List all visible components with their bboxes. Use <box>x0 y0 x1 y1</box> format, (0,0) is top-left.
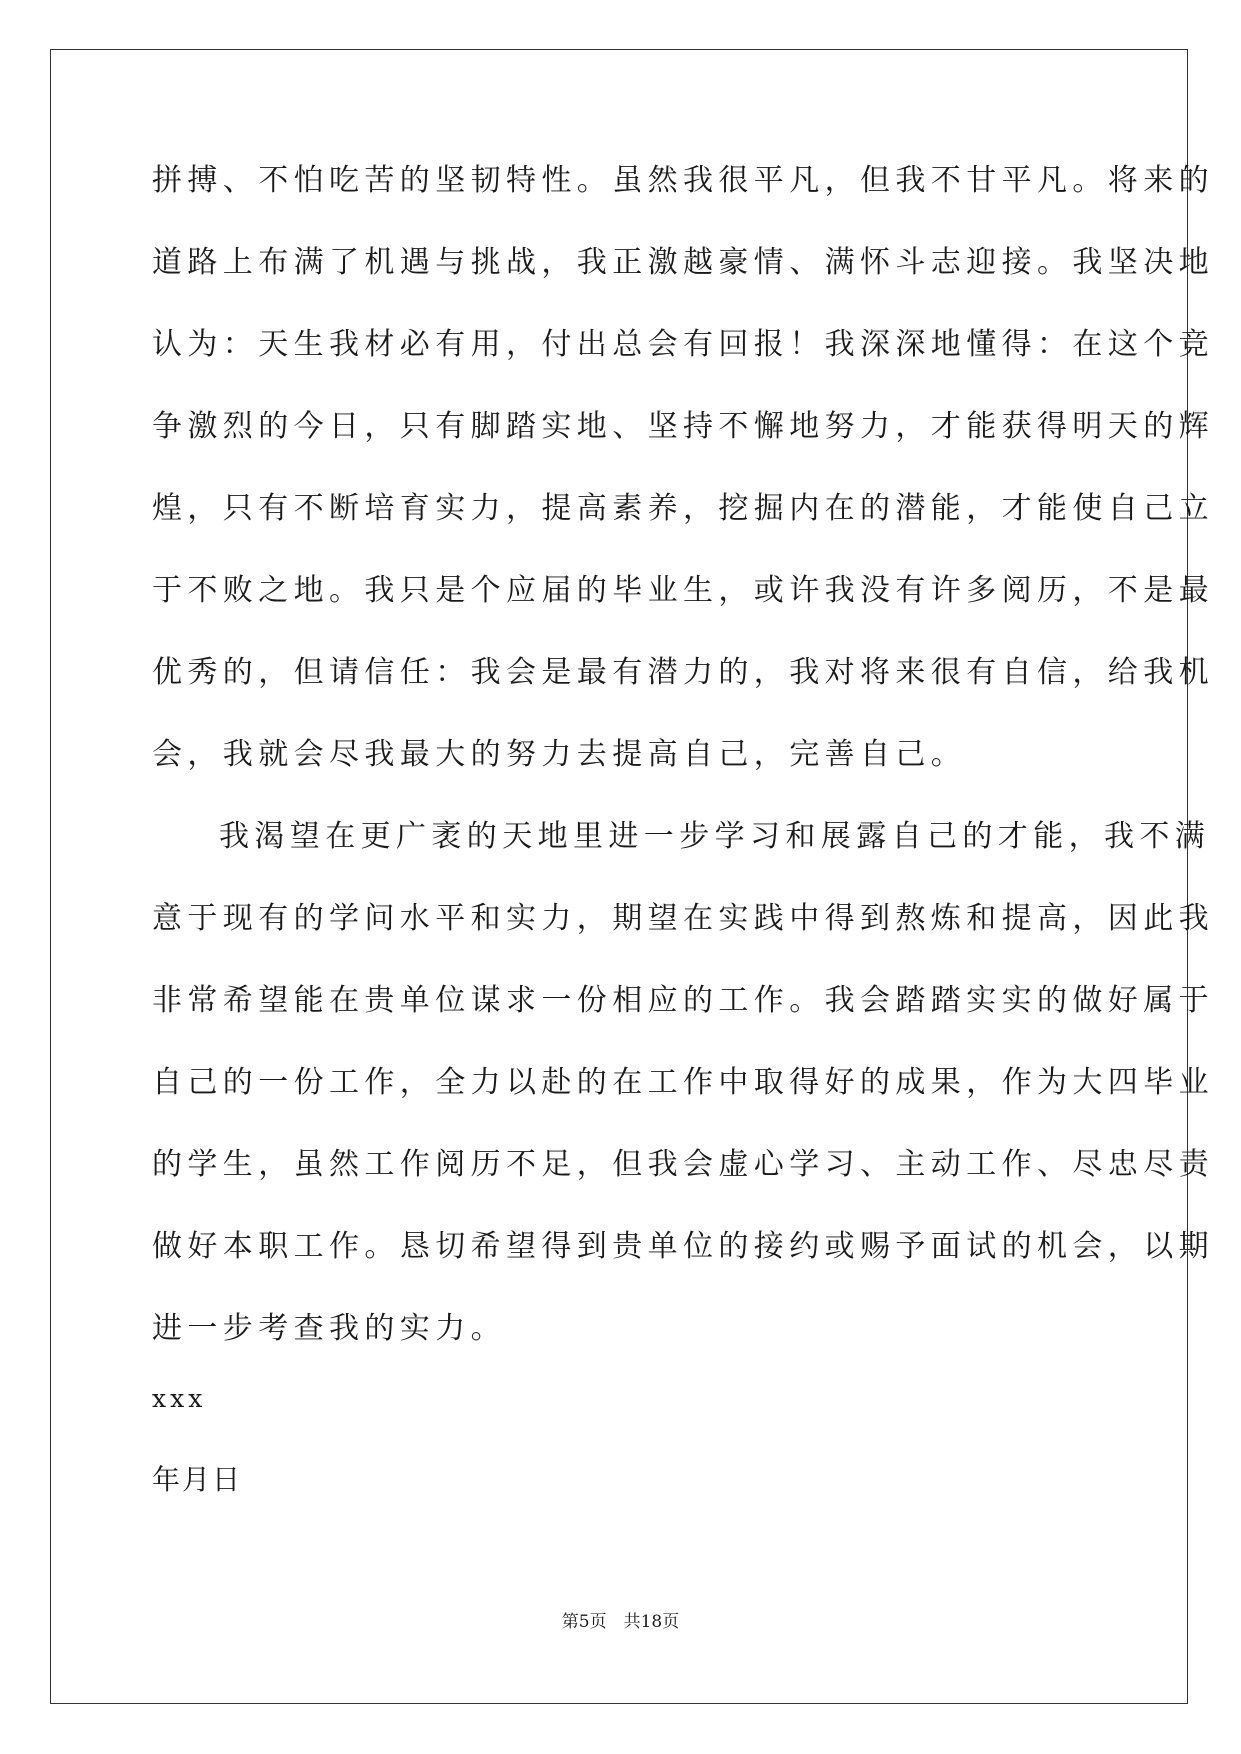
body-line: 做好本职工作。恳切希望得到贵单位的接约或赐予面试的机会，以期 <box>152 1229 1214 1264</box>
body-line: 意于现有的学问水平和实力，期望在实践中得到熬炼和提高，因此我 <box>152 901 1214 936</box>
body-line: 会，我就会尽我最大的努力去提高自己，完善自己。 <box>152 737 967 772</box>
body-line: 争激烈的今日，只有脚踏实地、坚持不懈地努力，才能获得明天的辉 <box>152 409 1214 444</box>
body-line: 进一步考查我的实力。 <box>152 1311 506 1346</box>
letter-body <box>152 155 1214 1385</box>
body-line: 认为：天生我材必有用，付出总会有回报！我深深地懂得：在这个竞 <box>152 327 1214 362</box>
body-line: 煌，只有不断培育实力，提高素养，挖掘内在的潜能，才能使自己立 <box>152 491 1214 526</box>
page-number-footer: 第5页 共18页 <box>561 1612 680 1632</box>
signature-date: 年月日 <box>152 1463 243 1496</box>
body-line: 的学生，虽然工作阅历不足，但我会虚心学习、主动工作、尽忠尽责 <box>152 1147 1214 1182</box>
body-line: 自己的一份工作，全力以赴的在工作中取得好的成果，作为大四毕业 <box>152 1065 1214 1100</box>
body-line: 拼搏、不怕吃苦的坚韧特性。虽然我很平凡，但我不甘平凡。将来的 <box>152 163 1214 198</box>
body-line: 于不败之地。我只是个应届的毕业生，或许我没有许多阅历，不是最 <box>152 573 1214 608</box>
body-line: 优秀的，但请信任：我会是最有潜力的，我对将来很有自信，给我机 <box>152 655 1214 690</box>
body-line: 非常希望能在贵单位谋求一份相应的工作。我会踏踏实实的做好属于 <box>152 983 1214 1018</box>
body-line: 道路上布满了机遇与挑战，我正激越豪情、满怀斗志迎接。我坚决地 <box>152 245 1214 280</box>
paragraph-start-line: 我渴望在更广袤的天地里进一步学习和展露自己的才能，我不满 <box>219 819 1211 854</box>
signature-name: xxx <box>152 1384 207 1413</box>
